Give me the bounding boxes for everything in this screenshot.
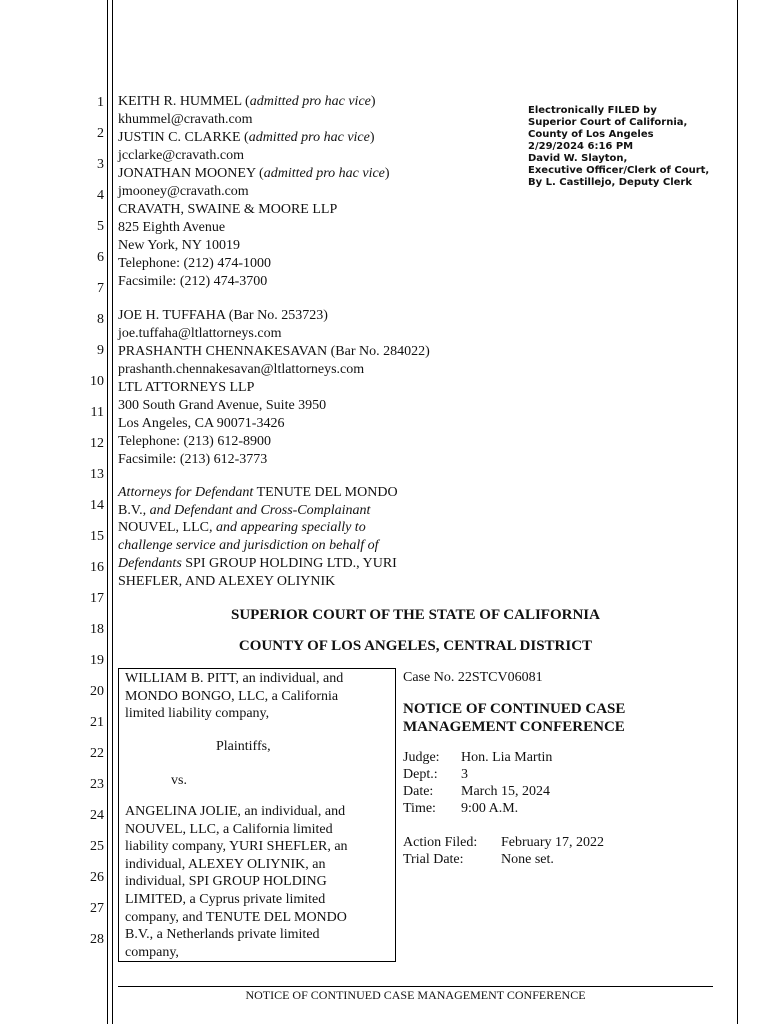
defendant-parties [125,803,348,961]
caption-line: individual, ALEXEY OLIYNIK, an [125,856,326,872]
stamp-line: 2/29/2024 6:16 PM [528,141,634,152]
caption-line: WILLIAM B. PITT, an individual, and [125,671,344,686]
line-number: 17 [90,591,104,606]
statement-line [118,555,398,573]
date-row [403,783,552,800]
caption-line: MONDO BONGO, LLC, a California [125,688,339,704]
stamp-line: By L. Castillejo, Deputy Clerk [528,177,693,188]
left-margin-rule-inner [112,0,113,1024]
line-number: 13 [90,467,104,482]
stamp-line: Electronically FILED by [528,105,657,116]
line-number: 14 [90,498,104,513]
caption-line: individual, SPI GROUP HOLDING [125,874,327,890]
statement-line [118,484,398,502]
firm-address: Los Angeles, CA 90071-3426 [118,416,285,431]
line-number: 15 [90,529,104,544]
case-dates [403,834,604,868]
attorney-line: JUSTIN C. CLARKE (admitted pro hac vice) [118,130,375,145]
judge-label: Judge: [403,750,440,765]
statement-party: B.V. [118,502,143,518]
line-number: 4 [97,188,104,203]
attorney-name: JOE H. TUFFAHA (Bar No. 253723) [118,308,328,323]
footer-rule [118,986,713,987]
statement-italic: Attorneys for Defendant [118,485,254,500]
trial-date-label: Trial Date: [403,852,464,867]
line-number: 11 [90,405,104,420]
trial-date-row [403,851,604,868]
line-number: 8 [97,312,104,327]
attorney-note: admitted pro hac vice [263,166,385,181]
caption-line: liability company, YURI SHEFLER, an [125,839,348,855]
statement-italic: , and Defendant and Cross-Complainant [142,502,371,518]
statement-italic: challenge service and jurisdiction on behalf of [118,538,379,554]
line-number: 27 [90,901,104,916]
versus-label: vs. [171,773,187,788]
statement-line [118,537,398,555]
attorney-name: KEITH R. HUMMEL [118,94,242,109]
statement-italic: , and appearing specially to [209,520,366,536]
right-margin-rule [737,0,738,1024]
attorneys-for-statement [118,484,398,590]
line-number: 5 [97,219,104,234]
stamp-line: Executive Officer/Clerk of Court, [528,165,710,176]
hearing-details [403,749,552,817]
statement-line [118,573,398,591]
time-value: 9:00 A.M. [461,801,519,816]
attorney-note: admitted pro hac vice [248,130,370,145]
plaintiff-parties [125,670,343,723]
line-number: 26 [90,870,104,885]
date-label: Date: [403,784,434,799]
line-number: 20 [90,684,104,699]
firm-address: New York, NY 10019 [118,238,240,253]
firm-facsimile: Facsimile: (212) 474-3700 [118,274,268,289]
firm-telephone: Telephone: (213) 612-8900 [118,434,271,449]
statement-party: TENUTE DEL MONDO [256,485,398,500]
plaintiffs-label: Plaintiffs, [216,739,271,754]
dept-label: Dept.: [403,767,438,782]
judge-value: Hon. Lia Martin [461,750,553,765]
case-caption-box [118,668,396,962]
caption-line: NOUVEL, LLC, a California limited [125,821,333,837]
attorney-email: jmooney@cravath.com [118,184,249,199]
firm-address: 825 Eighth Avenue [118,220,226,235]
statement-party: NOUVEL, LLC [118,520,209,536]
firm-name: LTL ATTORNEYS LLP [118,380,255,395]
judge-row [403,749,552,766]
filing-stamp [528,105,728,189]
caption-line: ANGELINA JOLIE, an individual, and [125,804,346,819]
attorney-note: admitted pro hac vice [249,94,371,109]
case-number: Case No. 22STCV06081 [403,670,543,685]
caption-line: LIMITED, a Cyprus private limited [125,891,326,907]
document-title [403,700,625,736]
action-filed-value: February 17, 2022 [501,835,605,850]
trial-date-value: None set. [501,852,554,867]
statement-line [118,519,398,537]
date-value: March 15, 2024 [461,784,551,799]
dept-value: 3 [461,767,468,782]
attorney-email: jcclarke@cravath.com [118,148,244,163]
statement-italic: Defendants [118,555,182,571]
firm-address: 300 South Grand Avenue, Suite 3950 [118,398,327,413]
document-title-line: NOTICE OF CONTINUED CASE [403,701,626,717]
caption-line: B.V., a Netherlands private limited [125,927,320,943]
line-number: 9 [97,343,104,358]
statement-line [118,502,398,520]
line-number: 3 [97,157,104,172]
attorney-name: JONATHAN MOONEY [118,166,256,181]
line-number: 10 [90,374,104,389]
statement-party: SHEFLER, AND ALEXEY OLIYNIK [118,573,336,589]
time-label: Time: [403,801,436,816]
stamp-line: Superior Court of California, [528,117,688,128]
line-number: 2 [97,126,104,141]
left-margin-rule-outer [107,0,108,1024]
line-number: 19 [90,653,104,668]
time-row [403,800,552,817]
line-number: 24 [90,808,104,823]
statement-party: SPI GROUP HOLDING LTD., YURI [185,555,397,571]
caption-line: company, and TENUTE DEL MONDO [125,909,347,925]
court-county: COUNTY OF LOS ANGELES, CENTRAL DISTRICT [238,638,593,654]
line-number: 6 [97,250,104,265]
attorney-email: joe.tuffaha@ltlattorneys.com [118,326,282,341]
action-filed-label: Action Filed: [403,835,478,850]
firm-telephone: Telephone: (212) 474-1000 [118,256,271,271]
line-number: 7 [97,281,104,296]
footer-title: NOTICE OF CONTINUED CASE MANAGEMENT CONFERENCE [245,988,586,1002]
firm-facsimile: Facsimile: (213) 612-3773 [118,452,268,467]
counsel-block-ltl [118,307,430,469]
attorney-line: KEITH R. HUMMEL (admitted pro hac vice) [118,94,376,109]
line-number: 23 [90,777,104,792]
action-filed-row [403,834,604,851]
caption-line: company, [125,944,179,960]
attorney-email: khummel@cravath.com [118,112,253,127]
stamp-line: David W. Slayton, [528,153,628,164]
document-title-line: MANAGEMENT CONFERENCE [403,719,625,735]
attorney-name: JUSTIN C. CLARKE [118,130,241,145]
counsel-block-cravath [118,93,390,291]
attorney-name: PRASHANTH CHENNAKESAVAN (Bar No. 284022) [118,344,430,359]
line-number: 25 [90,839,104,854]
line-number: 12 [90,436,104,451]
line-number: 1 [97,95,104,110]
attorney-line: JONATHAN MOONEY (admitted pro hac vice) [118,166,390,181]
line-number: 22 [90,746,104,761]
line-number: 28 [90,932,104,947]
stamp-line: County of Los Angeles [528,129,654,140]
dept-row [403,766,552,783]
line-number: 18 [90,622,104,637]
court-title: SUPERIOR COURT OF THE STATE OF CALIFORNIA [231,607,600,623]
line-number: 16 [90,560,104,575]
line-number: 21 [90,715,104,730]
caption-line: limited liability company, [125,706,270,722]
firm-name: CRAVATH, SWAINE & MOORE LLP [118,202,338,217]
attorney-email: prashanth.chennakesavan@ltlattorneys.com [118,362,365,377]
